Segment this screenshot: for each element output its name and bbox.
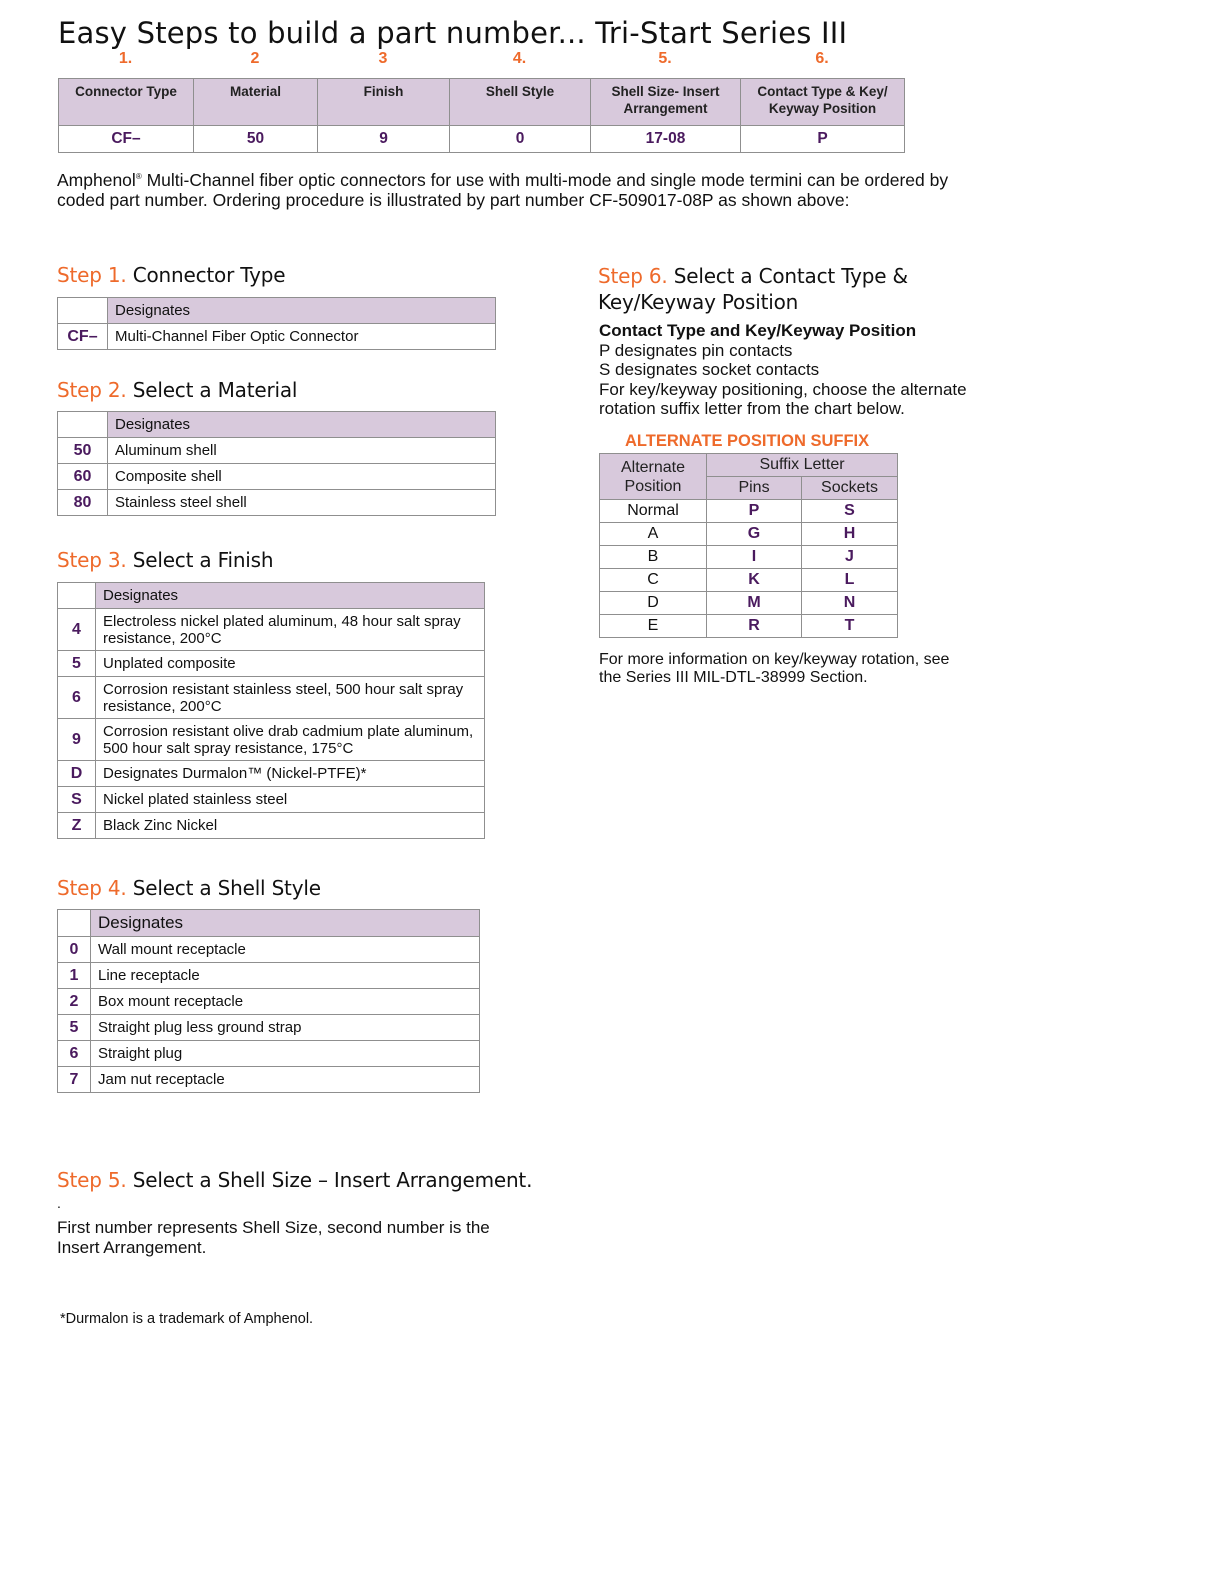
step2-table: [57, 411, 496, 516]
table-row: [600, 523, 898, 546]
table-row: [58, 1067, 480, 1093]
brand: Amphenol: [57, 169, 136, 190]
pins-cell: R: [707, 615, 802, 638]
step6-title-line1: Select a Contact Type &: [673, 264, 908, 288]
position-cell: C: [600, 569, 707, 592]
desc-cell: Composite shell: [108, 464, 496, 490]
code-cell: 6: [58, 1041, 91, 1067]
pn-value: 0: [450, 126, 591, 153]
code-cell: 4: [58, 609, 96, 651]
table-row: [600, 615, 898, 638]
step6-title-line2: Key/Keyway Position: [598, 290, 799, 314]
sockets-cell: N: [802, 592, 898, 615]
table-row: [58, 438, 496, 464]
desc-cell: Line receptacle: [91, 963, 480, 989]
step-number: 5.: [658, 50, 672, 67]
designates-header: Designates: [91, 910, 480, 937]
desc-cell: Unplated composite: [96, 651, 485, 677]
step4-heading: [57, 876, 321, 900]
col-sockets-header: Sockets: [802, 477, 898, 500]
table-row: [600, 569, 898, 592]
desc-cell: Box mount receptacle: [91, 989, 480, 1015]
position-cell: B: [600, 546, 707, 569]
page-title: Easy Steps to build a part number... Tri-Start Series III: [58, 16, 848, 50]
step5-text: First number represents Shell Size, second number is the Insert Arrangement.: [57, 1218, 490, 1257]
pn-header: Shell Style: [450, 79, 591, 126]
table-row: [58, 677, 485, 719]
pins-cell: I: [707, 546, 802, 569]
position-cell: D: [600, 592, 707, 615]
step5-heading: [57, 1168, 532, 1192]
pins-cell: M: [707, 592, 802, 615]
desc-cell: Aluminum shell: [108, 438, 496, 464]
step5-title: Select a Shell Size – Insert Arrangement.: [132, 1168, 533, 1192]
desc-cell: Black Zinc Nickel: [96, 813, 485, 839]
code-cell: 5: [58, 1015, 91, 1041]
alt-table-title: ALTERNATE POSITION SUFFIX: [625, 432, 870, 450]
step2-heading: [57, 378, 297, 402]
step3-label: Step 3.: [57, 548, 127, 572]
code-cell: 7: [58, 1067, 91, 1093]
sockets-cell: H: [802, 523, 898, 546]
pn-value: 50: [194, 126, 318, 153]
position-cell: E: [600, 615, 707, 638]
sockets-cell: J: [802, 546, 898, 569]
step-number: 4.: [512, 50, 527, 67]
desc-cell: Designates Durmalon™ (Nickel-PTFE)*: [96, 761, 485, 787]
step-number: 2: [250, 50, 260, 67]
designates-header: Designates: [108, 298, 496, 324]
code-cell: D: [58, 761, 96, 787]
desc-cell: Corrosion resistant stainless steel, 500 hour salt spray resistance, 200°C: [96, 677, 485, 719]
table-row: [58, 609, 485, 651]
code-cell: 60: [58, 464, 108, 490]
part-number-table: [58, 78, 905, 153]
step5-label: Step 5.: [57, 1168, 127, 1192]
step2-title: Select a Material: [132, 378, 298, 402]
table-row: [58, 963, 480, 989]
col-position-header: Alternate Position: [600, 454, 707, 500]
desc-cell: Straight plug: [91, 1041, 480, 1067]
step4-table: [57, 909, 480, 1093]
code-cell: CF–: [58, 324, 108, 350]
pins-cell: G: [707, 523, 802, 546]
step6-body: [599, 321, 979, 419]
code-cell: 1: [58, 963, 91, 989]
corner-cell: [58, 583, 96, 609]
code-cell: Z: [58, 813, 96, 839]
step4-title: Select a Shell Style: [132, 876, 321, 900]
step2-label: Step 2.: [57, 378, 127, 402]
step1-title: Connector Type: [132, 263, 286, 287]
step6-line: For key/keyway positioning, choose the alternate rotation suffix letter from the chart below.: [599, 379, 967, 418]
step6-line: S designates socket contacts: [599, 360, 820, 379]
step-number: 1.: [118, 50, 133, 67]
step6-label: Step 6.: [598, 264, 668, 288]
stray-dot: .: [57, 1195, 61, 1211]
table-row: [58, 813, 485, 839]
table-row: [58, 651, 485, 677]
table-row: [600, 546, 898, 569]
code-cell: 50: [58, 438, 108, 464]
desc-cell: Electroless nickel plated aluminum, 48 hour salt spray resistance, 200°C: [96, 609, 485, 651]
position-cell: A: [600, 523, 707, 546]
pn-header: Material: [194, 79, 318, 126]
table-row: [600, 592, 898, 615]
pn-header: Contact Type & Key/ Keyway Position: [741, 79, 905, 126]
table-row: [58, 787, 485, 813]
step-number: 6.: [815, 50, 829, 67]
footnote: *Durmalon is a trademark of Amphenol.: [60, 1311, 314, 1327]
pn-header: Shell Size- Insert Arrangement: [591, 79, 741, 126]
corner-cell: [58, 298, 108, 324]
step1-label: Step 1.: [57, 263, 127, 287]
intro-text: Multi-Channel fiber optic connectors for use with multi-mode and single mode termini can be ordered by coded part number. Ordering procedure is illustrated by part number CF-509017-08P as shown above:: [57, 169, 949, 210]
code-cell: 2: [58, 989, 91, 1015]
desc-cell: Wall mount receptacle: [91, 937, 480, 963]
table-row: [58, 937, 480, 963]
step-number: 3: [378, 50, 388, 67]
code-cell: 80: [58, 490, 108, 516]
pn-value: 17-08: [591, 126, 741, 153]
table-row: [58, 464, 496, 490]
table-row: [58, 719, 485, 761]
sockets-cell: S: [802, 500, 898, 523]
desc-cell: Corrosion resistant olive drab cadmium plate aluminum, 500 hour salt spray resistance, 175°C: [96, 719, 485, 761]
code-cell: S: [58, 787, 96, 813]
pins-cell: K: [707, 569, 802, 592]
pn-value: P: [741, 126, 905, 153]
designates-header: Designates: [108, 412, 496, 438]
corner-cell: [58, 412, 108, 438]
position-cell: Normal: [600, 500, 707, 523]
code-cell: 6: [58, 677, 96, 719]
alt-table-note: For more information on key/keyway rotation, see the Series III MIL-DTL-38999 Section.: [599, 651, 950, 686]
desc-cell: Nickel plated stainless steel: [96, 787, 485, 813]
code-cell: 5: [58, 651, 96, 677]
step1-table: [57, 297, 496, 350]
table-row: [600, 500, 898, 523]
designates-header: Designates: [96, 583, 485, 609]
pn-value: 9: [318, 126, 450, 153]
registered-mark: ®: [135, 172, 142, 181]
desc-cell: Stainless steel shell: [108, 490, 496, 516]
table-row: [58, 761, 485, 787]
step3-heading: [57, 548, 273, 572]
table-row: [58, 1041, 480, 1067]
step3-title: Select a Finish: [132, 548, 274, 572]
step4-label: Step 4.: [57, 876, 127, 900]
step6-line: P designates pin contacts: [599, 340, 793, 360]
step3-table: [57, 582, 485, 839]
col-pins-header: Pins: [707, 477, 802, 500]
pn-header: Finish: [318, 79, 450, 126]
intro-paragraph: [57, 167, 957, 210]
desc-cell: Jam nut receptacle: [91, 1067, 480, 1093]
table-row: [58, 1015, 480, 1041]
step6-subhead: Contact Type and Key/Keyway Position: [599, 321, 917, 340]
sockets-cell: L: [802, 569, 898, 592]
code-cell: 9: [58, 719, 96, 761]
pins-cell: P: [707, 500, 802, 523]
table-row: [58, 324, 496, 350]
step1-heading: [57, 263, 285, 287]
step6-heading: [598, 263, 908, 315]
desc-cell: Straight plug less ground strap: [91, 1015, 480, 1041]
table-row: [58, 989, 480, 1015]
pn-value: CF–: [59, 126, 194, 153]
desc-cell: Multi-Channel Fiber Optic Connector: [108, 324, 496, 350]
pn-header: Connector Type: [59, 79, 194, 126]
code-cell: 0: [58, 937, 91, 963]
table-row: [58, 490, 496, 516]
sockets-cell: T: [802, 615, 898, 638]
alt-position-table: [599, 453, 898, 638]
step-numbers: [58, 50, 904, 72]
corner-cell: [58, 910, 91, 937]
col-suffix-header: Suffix Letter: [707, 454, 898, 477]
